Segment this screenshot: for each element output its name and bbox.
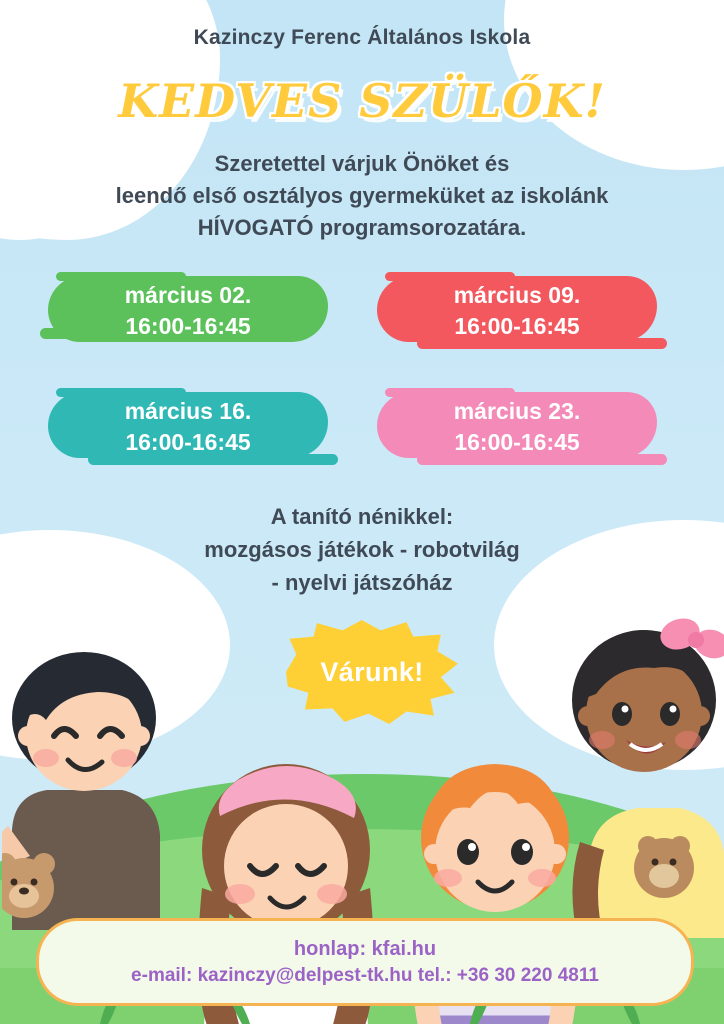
date-chip-text: [377, 396, 657, 458]
intro-line-2: leendő első osztályos gyermeküket az iskolánk: [115, 182, 609, 208]
time-label: 16:00-16:45: [454, 429, 580, 456]
date-chip-text: [48, 280, 328, 342]
date-label: március 16.: [124, 398, 252, 424]
badge-label: Várunk!: [320, 656, 424, 687]
child-illustration-right: [560, 588, 724, 938]
contact-line[interactable]: e-mail: kazinczy@delpest-tk.hu tel.: +36 30 220 4811: [131, 964, 599, 986]
school-name: Kazinczy Ferenc Általános Iskola: [193, 26, 531, 49]
date-chip-text: [48, 396, 328, 458]
intro-text: [0, 148, 724, 244]
contact-footer: [36, 918, 694, 1006]
time-label: 16:00-16:45: [454, 313, 580, 340]
badge-starburst: [286, 620, 458, 724]
time-label: 16:00-16:45: [125, 313, 251, 340]
program-description: [0, 500, 724, 599]
date-chip: [40, 272, 355, 350]
child-illustration-left: [2, 600, 192, 930]
website-line[interactable]: honlap: kfai.hu: [293, 937, 437, 960]
intro-line-3: HÍVOGATÓ programsorozatára.: [197, 214, 527, 240]
date-chip-text: [377, 280, 657, 342]
date-chip: [40, 388, 355, 466]
program-line-2: mozgásos játékok - robotvilág: [204, 537, 520, 562]
time-label: 16:00-16:45: [125, 429, 251, 456]
program-line-1: A tanító nénikkel:: [270, 504, 454, 529]
intro-line-1: Szeretettel várjuk Önöket és: [214, 151, 510, 176]
date-label: március 09.: [453, 282, 581, 308]
date-list: [40, 272, 684, 466]
date-label: március 02.: [124, 282, 252, 308]
date-label: március 23.: [453, 398, 581, 424]
date-chip: [369, 272, 684, 350]
program-line-3: - nyelvi játszóház: [271, 570, 453, 595]
page-title: KEDVES SZÜLŐK!: [118, 74, 606, 128]
date-chip: [369, 388, 684, 466]
